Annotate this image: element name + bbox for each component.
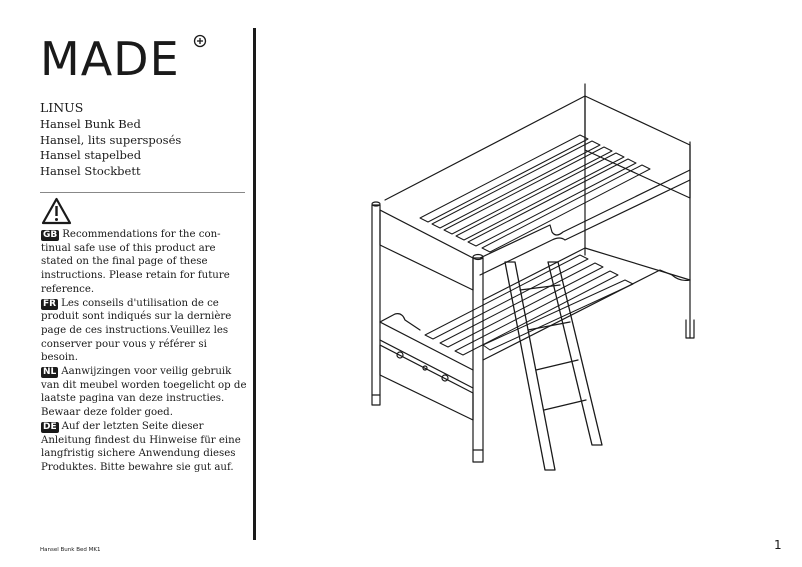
lang-badge-de: DE xyxy=(43,421,57,432)
product-title-nl: Hansel stapelbed xyxy=(40,148,142,162)
page-number: 1 xyxy=(774,538,782,552)
column-divider xyxy=(253,28,256,540)
plus-circle-icon xyxy=(193,34,207,48)
note-gb xyxy=(41,228,247,297)
note-nl-text: Aanwijzingen voor veilig gebruik van dit meubel worden toegelicht op de laatste pagina van deze instructies. Bewaar deze folder goed. xyxy=(41,366,247,419)
brand-logo: MADE xyxy=(40,32,180,86)
note-fr-text: Les conseils d'utilisation de ce produit sont indiqués sur la dernière page de ces instructions.Veuillez les conserver pour vous y référer si besoin. xyxy=(41,297,232,364)
note-nl xyxy=(41,365,247,420)
note-gb-text: Recommendations for the con-tinual safe use of this product are stated on the final page of these instructions. Please retain for future reference. xyxy=(41,229,230,295)
note-de-text: Auf der letzten Seite dieser Anleitung findest du Hinweise für eine langfristig sichere Anwendung dieses Produktes. Bitte bewahre sie gut auf. xyxy=(41,420,241,473)
product-title-fr: Hansel, lits supersposés xyxy=(40,132,182,147)
product-title-en: Hansel Bunk Bed xyxy=(40,117,141,131)
note-de xyxy=(41,420,247,475)
safety-notes xyxy=(41,228,247,475)
note-fr xyxy=(41,297,247,366)
section-divider xyxy=(40,192,245,193)
document-code: Hansel Bunk Bed MK1 xyxy=(40,547,101,553)
warning-icon xyxy=(41,197,72,225)
lang-badge-gb: GB xyxy=(43,230,58,240)
product-title-de: Hansel Stockbett xyxy=(40,163,141,178)
bunk-bed-illustration xyxy=(355,75,705,485)
lang-badge-nl: NL xyxy=(43,367,57,378)
product-title-block xyxy=(40,100,250,179)
lang-badge-fr: FR xyxy=(43,298,57,309)
product-name: LINUS xyxy=(40,100,84,115)
